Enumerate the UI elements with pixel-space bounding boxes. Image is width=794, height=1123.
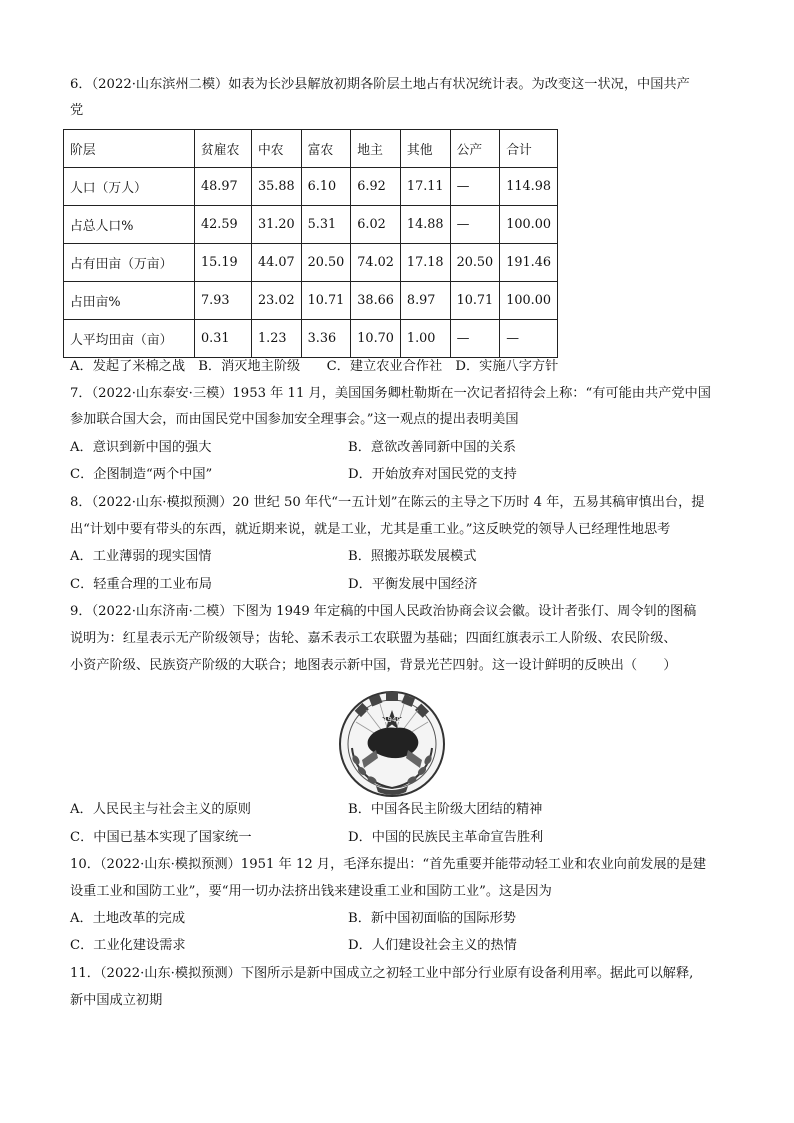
table-cell: 191.46 <box>500 244 558 282</box>
table-cell: 占有田亩（万亩） <box>64 244 195 282</box>
table-cell: 人平均田亩（亩） <box>64 320 195 358</box>
table-cell: 42.59 <box>195 206 252 244</box>
emblem-year-text: 1949 <box>383 716 401 724</box>
q8-option-a: A．工业薄弱的现实国情 <box>70 549 212 564</box>
table-header-cell: 中农 <box>252 130 302 168</box>
q10-stem-line2: 设重工业和国防工业”，要“用一切办法挤出钱来建设重工业和国防工业”。这是因为 <box>70 884 552 899</box>
table-header-cell: 其他 <box>400 130 450 168</box>
q7-option-c: C．企图制造“两个中国” <box>70 467 213 482</box>
table-cell: 100.00 <box>500 282 558 320</box>
table-row <box>64 206 558 244</box>
q8-option-d: D．平衡发展中国经济 <box>348 577 478 592</box>
table-cell: 3.36 <box>301 320 351 358</box>
table-header-cell: 公产 <box>450 130 500 168</box>
table-cell: 38.66 <box>351 282 401 320</box>
table-cell: 17.18 <box>400 244 450 282</box>
q10-option-a: A．土地改革的完成 <box>70 911 186 926</box>
table-cell: 占总人口% <box>64 206 195 244</box>
q9-option-a: A．人民民主与社会主义的原则 <box>70 802 251 817</box>
table-cell: 占田亩% <box>64 282 195 320</box>
table-cell: 15.19 <box>195 244 252 282</box>
table-cell: 31.20 <box>252 206 302 244</box>
table-row <box>64 168 558 206</box>
table-cell: 10.71 <box>301 282 351 320</box>
table-cell: 17.11 <box>400 168 450 206</box>
table-cell: 0.31 <box>195 320 252 358</box>
table-header-cell: 富农 <box>301 130 351 168</box>
q9-stem-line2: 说明为：红星表示无产阶级领导；齿轮、嘉禾表示工农联盟为基础；四面红旗表示工人阶级、农民阶级、 <box>70 631 677 646</box>
table-cell: 6.92 <box>351 168 401 206</box>
table-cell: — <box>450 206 500 244</box>
table-header-cell: 地主 <box>351 130 401 168</box>
table-header-row <box>64 130 558 168</box>
q8-stem-line2: 出“计划中要有带头的东西，就近期来说，就是工业，尤其是重工业。”这反映党的领导人已经理性地思考 <box>70 522 671 537</box>
q10-option-b: B．新中国初面临的国际形势 <box>348 911 516 926</box>
q7-option-b: B．意欲改善同新中国的关系 <box>348 440 516 455</box>
q11-stem-line2: 新中国成立初期 <box>70 993 163 1008</box>
table-cell: 20.50 <box>301 244 351 282</box>
table-header-cell: 合计 <box>500 130 558 168</box>
cppcc-emblem-image <box>336 688 448 800</box>
table-cell: 8.97 <box>400 282 450 320</box>
q6-stem-line1: 6．（2022·山东滨州二模）如表为长沙县解放初期各阶层土地占有状况统计表。为改变这一状况，中国共产 <box>70 77 690 92</box>
table-cell: — <box>500 320 558 358</box>
table-cell: 44.07 <box>252 244 302 282</box>
table-cell: 1.00 <box>400 320 450 358</box>
q11-stem-line1: 11．（2022·山东·模拟预测）下图所示是新中国成立之初轻工业中部分行业原有设备利用率。据此可以解释, <box>70 966 694 981</box>
table-row <box>64 244 558 282</box>
table-cell: — <box>450 168 500 206</box>
q10-option-c: C．工业化建设需求 <box>70 938 186 953</box>
table-row <box>64 282 558 320</box>
table-cell: 10.70 <box>351 320 401 358</box>
table-cell: 100.00 <box>500 206 558 244</box>
table-cell: 20.50 <box>450 244 500 282</box>
q9-option-c: C．中国已基本实现了国家统一 <box>70 830 252 845</box>
q9-stem-line1: 9．（2022·山东济南·二模）下图为 1949 年定稿的中国人民政治协商会议会徽。设计者张仃、周令钊的图稿 <box>70 604 697 619</box>
table-cell: 74.02 <box>351 244 401 282</box>
q8-stem-line1: 8．（2022·山东·模拟预测）20 世纪 50 年代“一五计划”在陈云的主导之下历时 4 年，五易其稿审慎出台，提 <box>70 495 705 510</box>
table-cell: 7.93 <box>195 282 252 320</box>
table-cell: 6.10 <box>301 168 351 206</box>
q6-stem-line2: 党 <box>70 103 84 118</box>
table-header-cell: 阶层 <box>64 130 195 168</box>
q8-option-b: B．照搬苏联发展模式 <box>348 549 477 564</box>
q9-option-b: B．中国各民主阶级大团结的精神 <box>348 802 543 817</box>
table-row <box>64 320 558 358</box>
q7-stem-line1: 7．（2022·山东泰安·三模）1953 年 11 月，美国国务卿杜勒斯在一次记者招待会上称：“有可能由共产党中国 <box>70 386 711 401</box>
table-header-cell: 贫雇农 <box>195 130 252 168</box>
table-cell: 114.98 <box>500 168 558 206</box>
land-statistics-table <box>63 129 558 358</box>
table-cell: 6.02 <box>351 206 401 244</box>
q8-option-c: C．轻重合理的工业布局 <box>70 577 212 592</box>
q10-option-d: D．人们建设社会主义的热情 <box>348 938 517 953</box>
table-cell: 1.23 <box>252 320 302 358</box>
table-cell: 35.88 <box>252 168 302 206</box>
table-cell: 23.02 <box>252 282 302 320</box>
q7-stem-line2: 参加联合国大会，而由国民党中国参加安全理事会。”这一观点的提出表明美国 <box>70 412 519 427</box>
table-cell: 5.31 <box>301 206 351 244</box>
q6-options: A．发起了米棉之战 B．消灭地主阶级 C．建立农业合作社 D．实施八字方针 <box>70 359 559 374</box>
table-cell: 人口（万人） <box>64 168 195 206</box>
table-cell: 48.97 <box>195 168 252 206</box>
q7-option-d: D．开始放弃对国民党的支持 <box>348 467 517 482</box>
q10-stem-line1: 10．（2022·山东·模拟预测）1951 年 12 月，毛泽东提出：“首先重要并能带动轻工业和农业向前发展的是建 <box>70 857 707 872</box>
table-cell: 10.71 <box>450 282 500 320</box>
table-cell: — <box>450 320 500 358</box>
q7-option-a: A．意识到新中国的强大 <box>70 440 212 455</box>
table-cell: 14.88 <box>400 206 450 244</box>
q9-option-d: D．中国的民族民主革命宣告胜利 <box>348 830 544 845</box>
q9-stem-line3: 小资产阶级、民族资产阶级的大联合；地图表示新中国，背景光芒四射。这一设计鲜明的反映出（ ） <box>70 658 677 673</box>
